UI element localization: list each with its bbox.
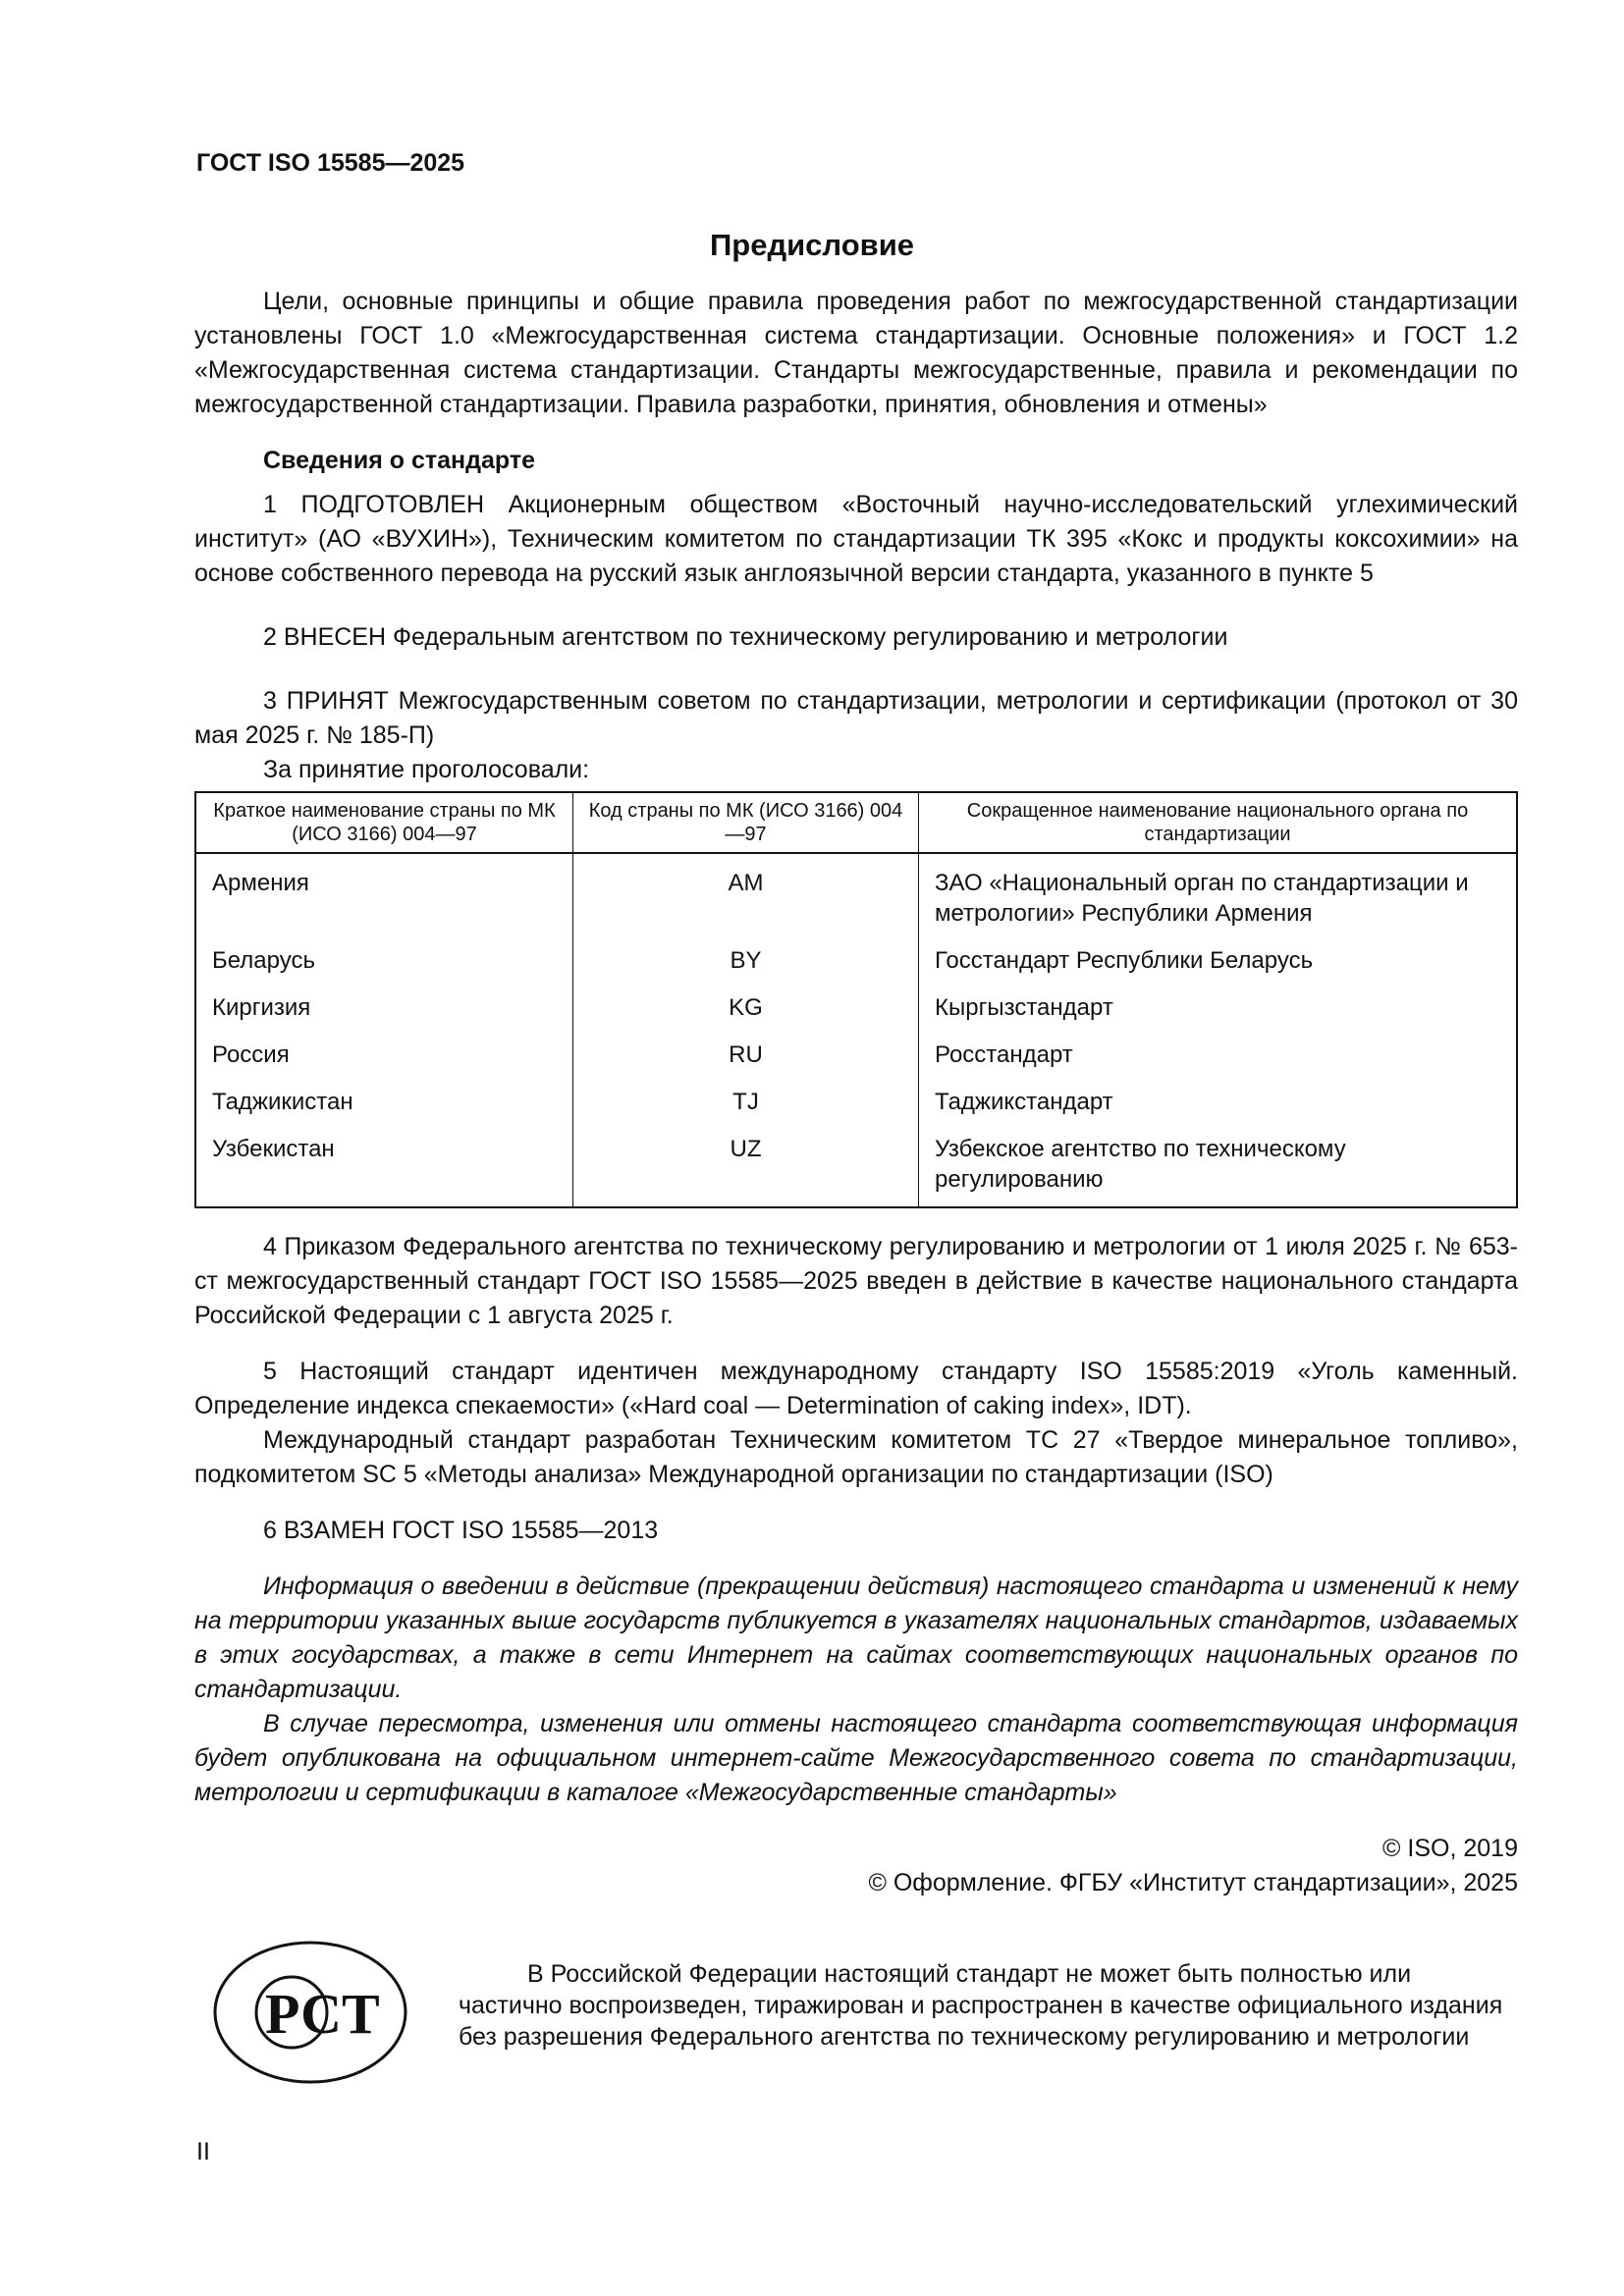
item-6-replaces: 6 ВЗАМЕН ГОСТ ISO 15585—2013 (263, 1517, 659, 1544)
item-5-identical: 5 Настоящий стандарт идентичен международному стандарту ISO 15585:2019 «Уголь каменный. Определение индекса спекаемости» («Hard coal — Determination of caking index», IDT). (194, 1358, 1518, 1419)
item-1-prepared: 1 ПОДГОТОВЛЕН Акционерным обществом «Восточный научно-исследовательский углехимический институт» (АО «ВУХИН»), Техническим комитетом по стандартизации ТК 395 «Кокс и продукты коксохимии» на основе собственного перевода на русский язык англоязычной версии стандарта, указанного в пункте 5 (194, 491, 1518, 587)
header-country: Краткое наименование страны по МК (ИСО 3166) 004—97 (195, 792, 573, 853)
cell-country: Киргизия (212, 994, 311, 1021)
cell-code: AM (573, 853, 919, 940)
copyright-notice (459, 1958, 1518, 2053)
page-number: II (196, 2138, 210, 2165)
voted-label: За принятие проголосовали: (263, 756, 590, 783)
cell-code: KG (573, 988, 919, 1035)
foreword-body (194, 285, 1518, 1900)
cell-body: ЗАО «Национальный орган по стандартизации и метрологии» Республики Армения (919, 853, 1518, 940)
table-header-row (195, 792, 1517, 853)
table-row (195, 853, 1517, 940)
cell-country: Россия (212, 1041, 290, 1068)
info-italic-2: В случае пересмотра, изменения или отмены настоящего стандарта соответствующая информация будет опубликована на официальном интернет-сайте Межгосударственного совета по стандартизации, метрологии и сертификации в каталоге «Межгосударственные стандарты» (194, 1710, 1518, 1806)
cell-body: Кыргызстандарт (919, 988, 1518, 1035)
item-5-note: Международный стандарт разработан Техническим комитетом TC 27 «Твердое минеральное топливо», подкомитетом SC 5 «Методы анализа» Международной организации по стандартизации (ISO) (194, 1426, 1518, 1488)
cell-body: Росстандарт (919, 1035, 1518, 1082)
header-code: Код страны по МК (ИСО 3166) 004—97 (573, 792, 919, 853)
copyright-design: © Оформление. ФГБУ «Институт стандартизации», 2025 (868, 1869, 1518, 1896)
cell-body: Таджикстандарт (919, 1082, 1518, 1129)
document-code: ГОСТ ISO 15585—2025 (196, 149, 465, 177)
header-body: Сокращенное наименование национального органа по стандартизации (919, 792, 1518, 853)
cell-code: UZ (573, 1129, 919, 1207)
cell-country: Армения (212, 870, 309, 896)
cell-code: TJ (573, 1082, 919, 1129)
intro-paragraph: Цели, основные принципы и общие правила проведения работ по межгосударственной стандартизации установлены ГОСТ 1.0 «Межгосударственная система стандартизации. Основные положения» и ГОСТ 1.2 «Межгосударственная система стандартизации. Стандарты межгосударственные, правила и рекомендации по межгосударственной стандартизации. Правила разработки, принятия, обновления и отмены» (194, 288, 1518, 418)
cell-body: Узбекское агентство по техническому регулированию (919, 1129, 1518, 1207)
cell-country: Узбекистан (212, 1136, 335, 1162)
copyright-iso: © ISO, 2019 (1382, 1835, 1518, 1862)
logo-text: РСТ (265, 1982, 380, 2046)
votes-table (194, 791, 1518, 1208)
table-row (195, 940, 1517, 988)
item-2-introduced: 2 ВНЕСЕН Федеральным агентством по техническому регулированию и метрологии (263, 623, 1228, 651)
standard-info-heading: Сведения о стандарте (263, 447, 536, 474)
table-row (195, 988, 1517, 1035)
cell-code: RU (573, 1035, 919, 1082)
table-row (195, 1082, 1517, 1129)
gost-r-certification-mark-icon (211, 1939, 409, 2086)
info-italic-1: Информация о введении в действие (прекращении действия) настоящего стандарта и изменений к нему на территории указанных выше государств публикуется в указателях национальных стандартов, издаваемых в этих государствах, а также в сети Интернет на сайтах соответствующих национальных органов по стандартизации. (194, 1573, 1518, 1703)
notice-text: В Российской Федерации настоящий стандарт не может быть полностью или частично воспроизведен, тиражирован и распространен в качестве официального издания без разрешения Федерального агентства по техническому регулированию и метрологии (459, 1960, 1503, 2051)
item-3-adopted: 3 ПРИНЯТ Межгосударственным советом по стандартизации, метрологии и сертификации (протокол от 30 мая 2025 г. № 185-П) (194, 687, 1518, 749)
page-title: Предисловие (709, 228, 914, 262)
cell-code: BY (573, 940, 919, 988)
table-row (195, 1035, 1517, 1082)
table-row (195, 1129, 1517, 1207)
cell-country: Беларусь (212, 947, 315, 974)
cell-country: Таджикистан (212, 1089, 353, 1115)
cell-body: Госстандарт Республики Беларусь (919, 940, 1518, 988)
item-4-enacted: 4 Приказом Федерального агентства по техническому регулированию и метрологии от 1 июля 2025 г. № 653-ст межгосударственный стандарт ГОСТ ISO 15585—2025 введен в действие в качестве национального стандарта Российской Федерации с 1 августа 2025 г. (194, 1233, 1518, 1329)
